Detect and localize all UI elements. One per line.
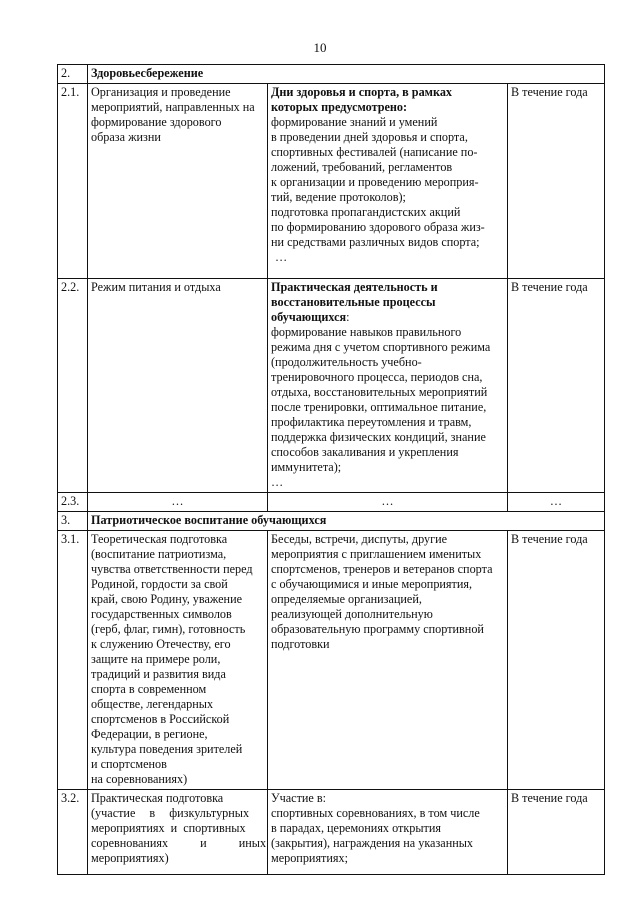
content-line: подготовки xyxy=(271,637,330,651)
content-line: определяемые организацией, xyxy=(271,592,422,606)
content-line: подготовка пропагандистских акций xyxy=(271,205,461,219)
content-heading-line: Практическая деятельность и xyxy=(271,280,438,294)
direction-cell xyxy=(88,279,268,493)
content-line: формирование навыков правильного xyxy=(271,325,462,339)
content-line: иммунитета); xyxy=(271,460,342,474)
direction-line: (участие в физкультурных xyxy=(91,806,250,820)
direction-line: спортсменов в Российской xyxy=(91,712,230,726)
term-cell: В течение года xyxy=(508,279,605,493)
direction-line: Режим питания и отдыха xyxy=(91,280,221,294)
section-title: Патриотическое воспитание обучающихся xyxy=(88,512,605,531)
content-line: формирование знаний и умений xyxy=(271,115,438,129)
content-heading-line: восстановительные процессы xyxy=(271,295,436,309)
direction-cell xyxy=(88,790,268,875)
direction-line: на соревнованиях) xyxy=(91,772,188,786)
direction-cell xyxy=(88,531,268,790)
content-line: способов закаливания и укрепления xyxy=(271,445,459,459)
direction-line: (герб, флаг, гимн), готовность xyxy=(91,622,246,636)
content-line: профилактика переутомления и травм, xyxy=(271,415,472,429)
row-number: 2.2. xyxy=(58,279,88,493)
table-row-2-2 xyxy=(58,279,605,493)
term-cell: В течение года xyxy=(508,84,605,279)
term-cell: В течение года xyxy=(508,790,605,875)
content-line: мероприятия с приглашением именитых xyxy=(271,547,482,561)
term-cell: … xyxy=(508,493,605,512)
content-heading-line: обучающихся xyxy=(271,310,347,324)
section-row-2 xyxy=(58,65,605,84)
content-cell xyxy=(268,84,508,279)
direction-line: мероприятиях) xyxy=(91,851,169,865)
content-cell: … xyxy=(268,493,508,512)
page-number: 10 xyxy=(313,40,327,55)
row-number: 3.2. xyxy=(58,790,88,875)
content-line: мероприятиях; xyxy=(271,851,348,865)
content-line: ни средствами различных видов спорта; xyxy=(271,235,480,249)
direction-line: защите на примере роли, xyxy=(91,652,221,666)
direction-line: спорта в современном xyxy=(91,682,207,696)
content-line: в парадах, церемониях открытия xyxy=(271,821,441,835)
content-line: по формированию здорового образа жиз- xyxy=(271,220,485,234)
direction-cell xyxy=(88,84,268,279)
direction-line: мероприятий, направленных на xyxy=(91,100,255,114)
content-line: к организации и проведению мероприя- xyxy=(271,175,479,189)
direction-line: формирование здорового xyxy=(91,115,222,129)
row-number: 3.1. xyxy=(58,531,88,790)
content-line: в проведении дней здоровья и спорта, xyxy=(271,130,468,144)
content-line: с обучающимися и иные мероприятия, xyxy=(271,577,473,591)
content-line: тренировочного процесса, периодов сна, xyxy=(271,370,483,384)
content-line: ложений, требований, регламентов xyxy=(271,160,453,174)
direction-line: традиций и развития вида xyxy=(91,667,226,681)
row-number: 2.3. xyxy=(58,493,88,512)
content-line: после тренировки, оптимальное питание, xyxy=(271,400,487,414)
content-line: Беседы, встречи, диспуты, другие xyxy=(271,532,448,546)
table-row-3-2 xyxy=(58,790,605,875)
content-cell xyxy=(268,790,508,875)
direction-line: образа жизни xyxy=(91,130,161,144)
events-table xyxy=(57,64,605,875)
direction-line: и спортсменов xyxy=(91,757,167,771)
content-cell xyxy=(268,531,508,790)
content-line: режима дня с учетом спортивного режима xyxy=(271,340,491,354)
content-line: тий, ведение протоколов); xyxy=(271,190,406,204)
direction-line: Теоретическая подготовка xyxy=(91,532,228,546)
direction-line: край, свою Родину, уважение xyxy=(91,592,243,606)
content-line: Участие в: xyxy=(271,791,327,805)
direction-line: государственных символов xyxy=(91,607,232,621)
content-line: (закрытия), награждения на указанных xyxy=(271,836,474,850)
section-title: Здоровьесбережение xyxy=(88,65,605,84)
direction-line: Организация и проведение xyxy=(91,85,231,99)
direction-cell: … xyxy=(88,493,268,512)
direction-line: (воспитание патриотизма, xyxy=(91,547,227,561)
content-line: поддержка физических кондиций, знание xyxy=(271,430,486,444)
section-number: 3. xyxy=(58,512,88,531)
direction-line: культура поведения зрителей xyxy=(91,742,243,756)
direction-line: мероприятиях и спортивных xyxy=(91,821,246,835)
section-number: 2. xyxy=(58,65,88,84)
content-line: отдыха, восстановительных мероприятий xyxy=(271,385,488,399)
content-line: спортсменов, тренеров и ветеранов спорта xyxy=(271,562,493,576)
direction-line: к служению Отечеству, его xyxy=(91,637,231,651)
section-row-3 xyxy=(58,512,605,531)
direction-line: Федерации, в регионе, xyxy=(91,727,208,741)
content-heading-line: которых предусмотрено: xyxy=(271,100,408,114)
table-row-3-1 xyxy=(58,531,605,790)
direction-line: соревнованиях и иных xyxy=(91,836,267,850)
content-cell xyxy=(268,279,508,493)
table-row-2-1 xyxy=(58,84,605,279)
heading-colon: : xyxy=(346,310,350,324)
table-row-2-3 xyxy=(58,493,605,512)
ellipsis: … xyxy=(275,250,288,264)
ellipsis: … xyxy=(271,475,284,489)
direction-line: Практическая подготовка xyxy=(91,791,224,805)
row-number: 2.1. xyxy=(58,84,88,279)
content-heading-line: Дни здоровья и спорта, в рамках xyxy=(271,85,453,99)
content-line: (продолжительность учебно- xyxy=(271,355,422,369)
content-line: спортивных соревнованиях, в том числе xyxy=(271,806,480,820)
direction-line: чувства ответственности перед xyxy=(91,562,253,576)
term-cell: В течение года xyxy=(508,531,605,790)
direction-line: Родиной, гордости за свой xyxy=(91,577,228,591)
content-line: спортивных фестивалей (написание по- xyxy=(271,145,478,159)
content-line: реализующей дополнительную xyxy=(271,607,433,621)
direction-line: обществе, легендарных xyxy=(91,697,214,711)
content-line: образовательную программу спортивной xyxy=(271,622,484,636)
